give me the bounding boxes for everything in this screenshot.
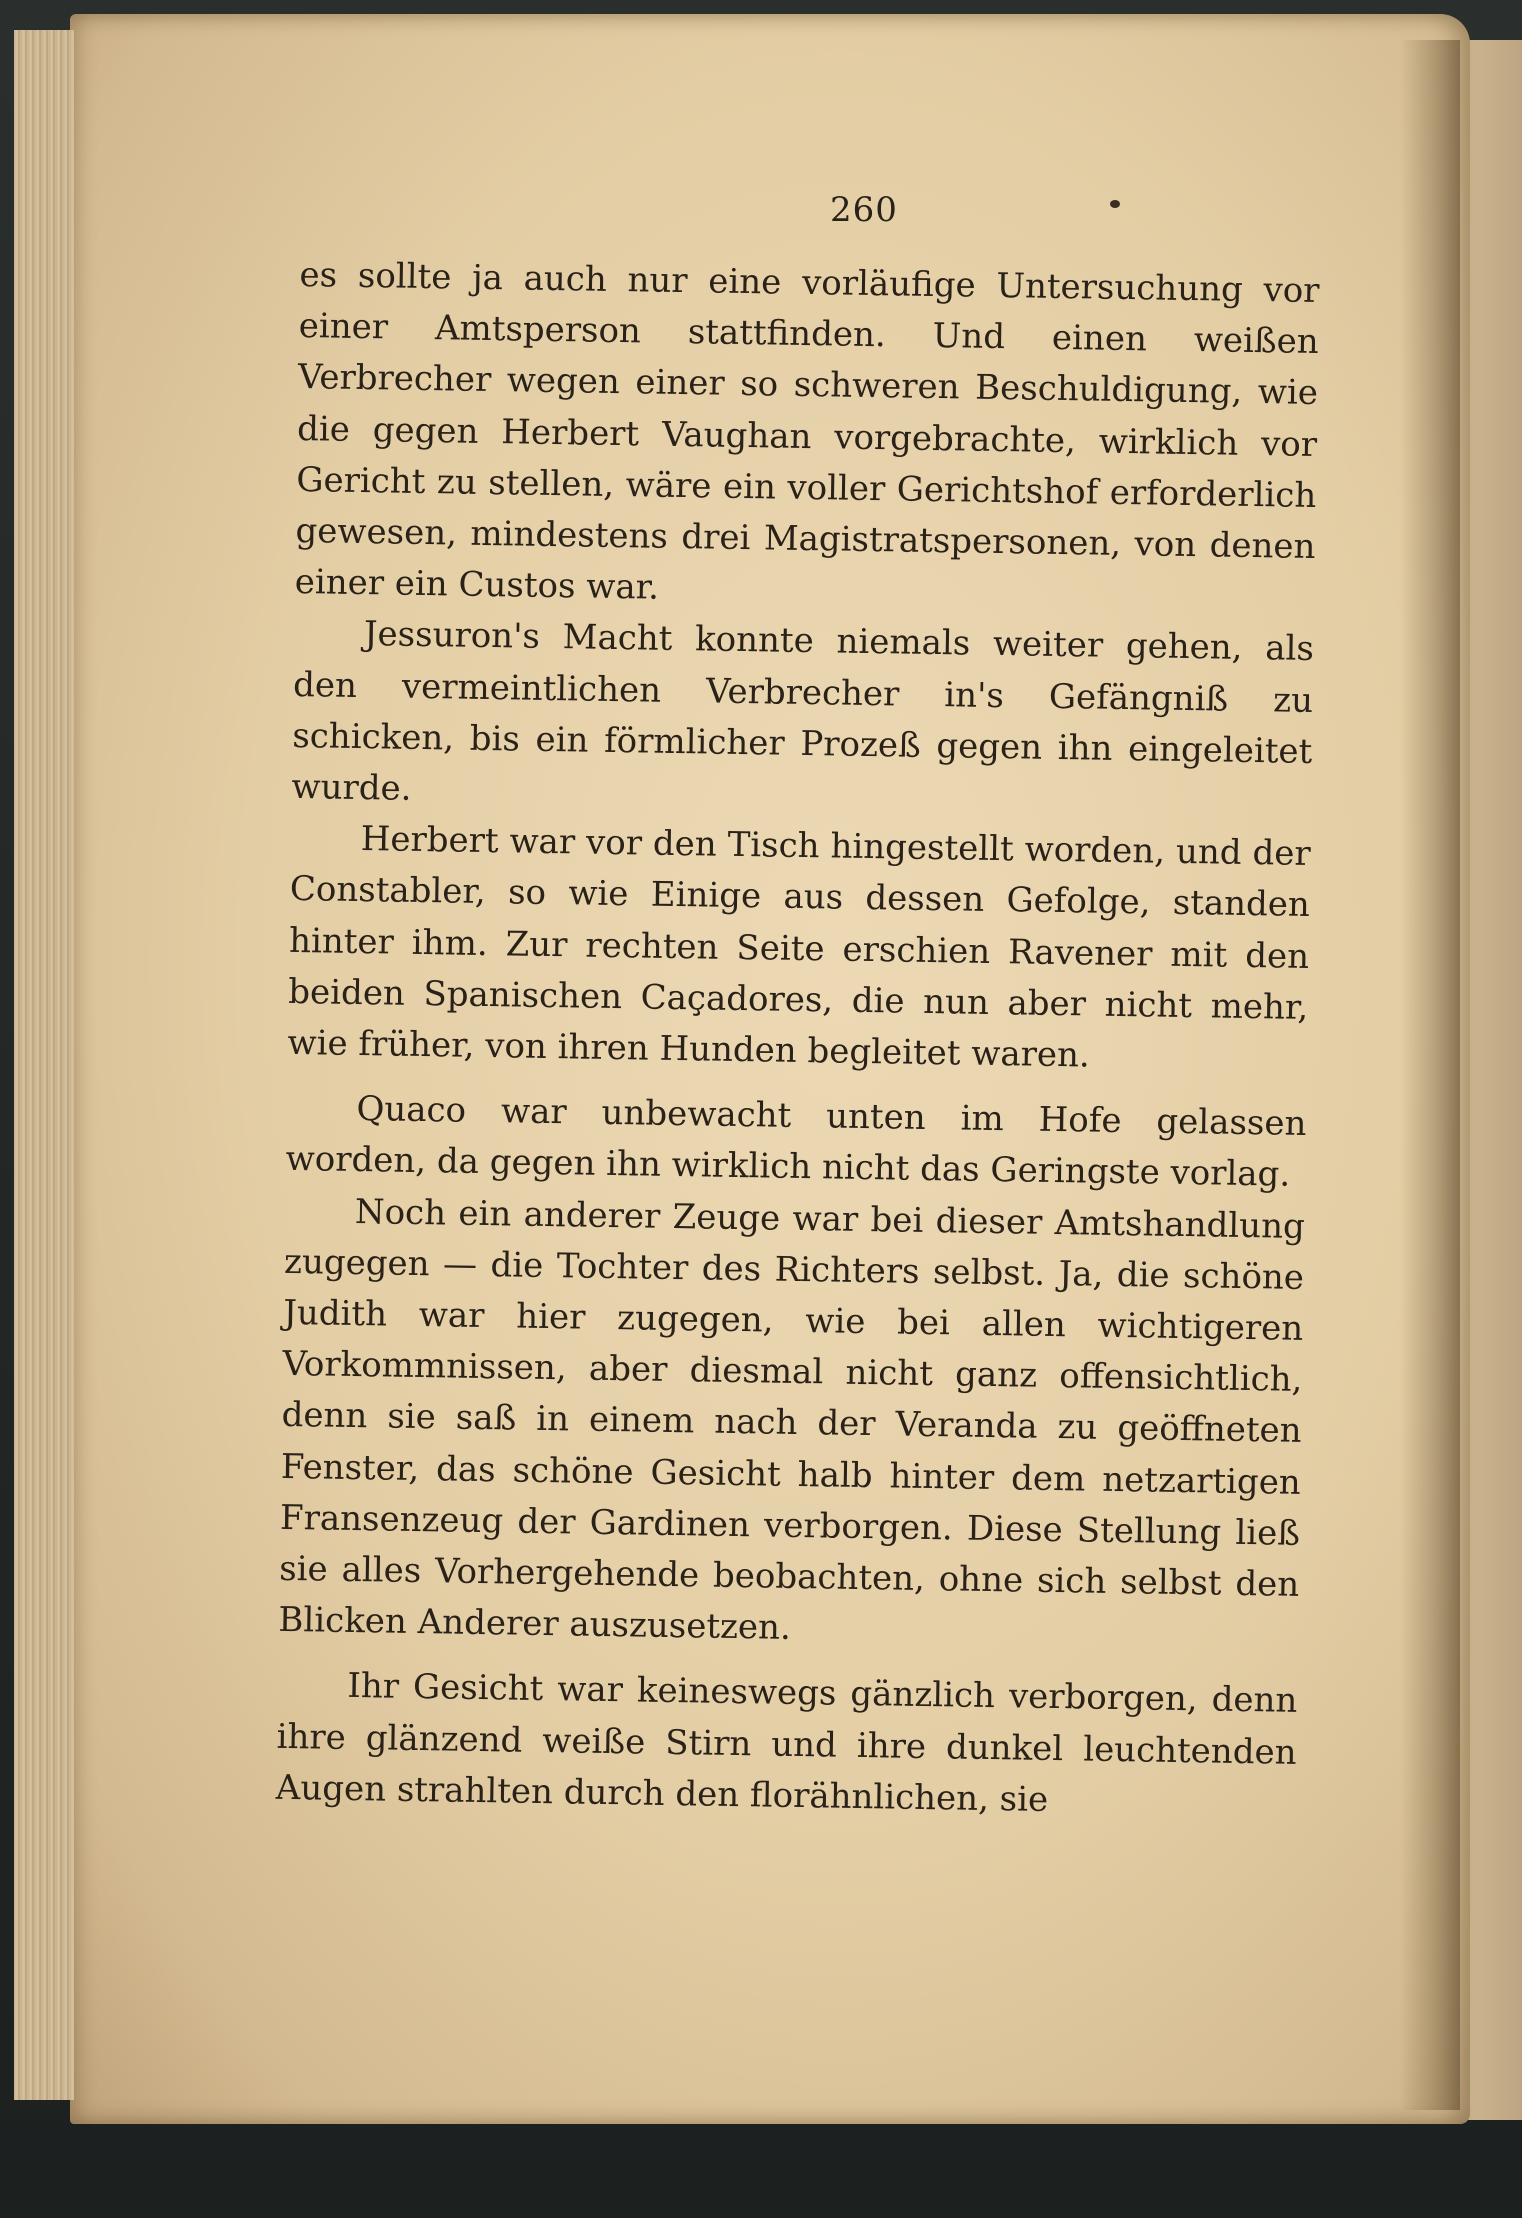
- ink-speck: [1110, 200, 1120, 208]
- paragraph-4: Quaco war unbewacht unten im Hofe gelassen worden, da gegen ihn wirklich nicht das Geringste vorlag.: [285, 1089, 1307, 1196]
- paragraph-2: Jessuron's Macht konnte niemals weiter gehen, als den vermeintlichen Verbrecher in's Gefängniß zu schicken, bis ein förmlicher Prozeß gegen ihn eingeleitet wurde.: [291, 614, 1315, 809]
- page-text: [275, 250, 1319, 1830]
- page-number: 260: [830, 190, 898, 230]
- paragraph-3: Herbert war vor den Tisch hingestellt worden, und der Constabler, so wie Einige aus dessen Gefolge, standen hinter ihm. Zur rechten Seite erschien Ravener mit den beiden Spanischen Caçadores, die nun aber nicht mehr, wie früher, von ihren Hunden begleitet waren.: [287, 819, 1311, 1076]
- paragraph-6: Ihr Gesicht war keineswegs gänzlich verborgen, denn ihre glänzend weiße Stirn und ihre dunkel leuchtenden Augen strahlten durch den florähnlichen, sie: [275, 1666, 1298, 1820]
- gutter-shadow: [1400, 40, 1460, 2110]
- paragraph-1: es sollte ja auch nur eine vorläufige Untersuchung vor einer Amtsperson stattfinden. Und einen weißen Verbrecher wegen einer so schweren Beschuldigung, wie die gegen Herbert Vaughan vorgebrachte, wirklich vor Gericht zu stellen, wäre ein voller Gerichtshof erforderlich gewesen, mindestens drei Magistratspersonen, von denen einer ein Custos war.: [294, 254, 1320, 608]
- page-stack-edges: [14, 30, 74, 2100]
- paragraph-5: Noch ein anderer Zeuge war bei dieser Amtshandlung zugegen — die Tochter des Richters selbst. Ja, die schöne Judith war hier zugegen, wie bei allen wichtigeren Vorkommnissen, aber diesmal nicht ganz offensichtlich, denn sie saß in einem nach der Veranda zu geöffneten Fenster, das schöne Gesicht halb hinter dem netzartigen Fransenzeug der Gardinen verborgen. Diese Stellung ließ sie alles Vorhergehende beobachten, ohne sich selbst den Blicken Anderer auszusetzen.: [278, 1191, 1306, 1649]
